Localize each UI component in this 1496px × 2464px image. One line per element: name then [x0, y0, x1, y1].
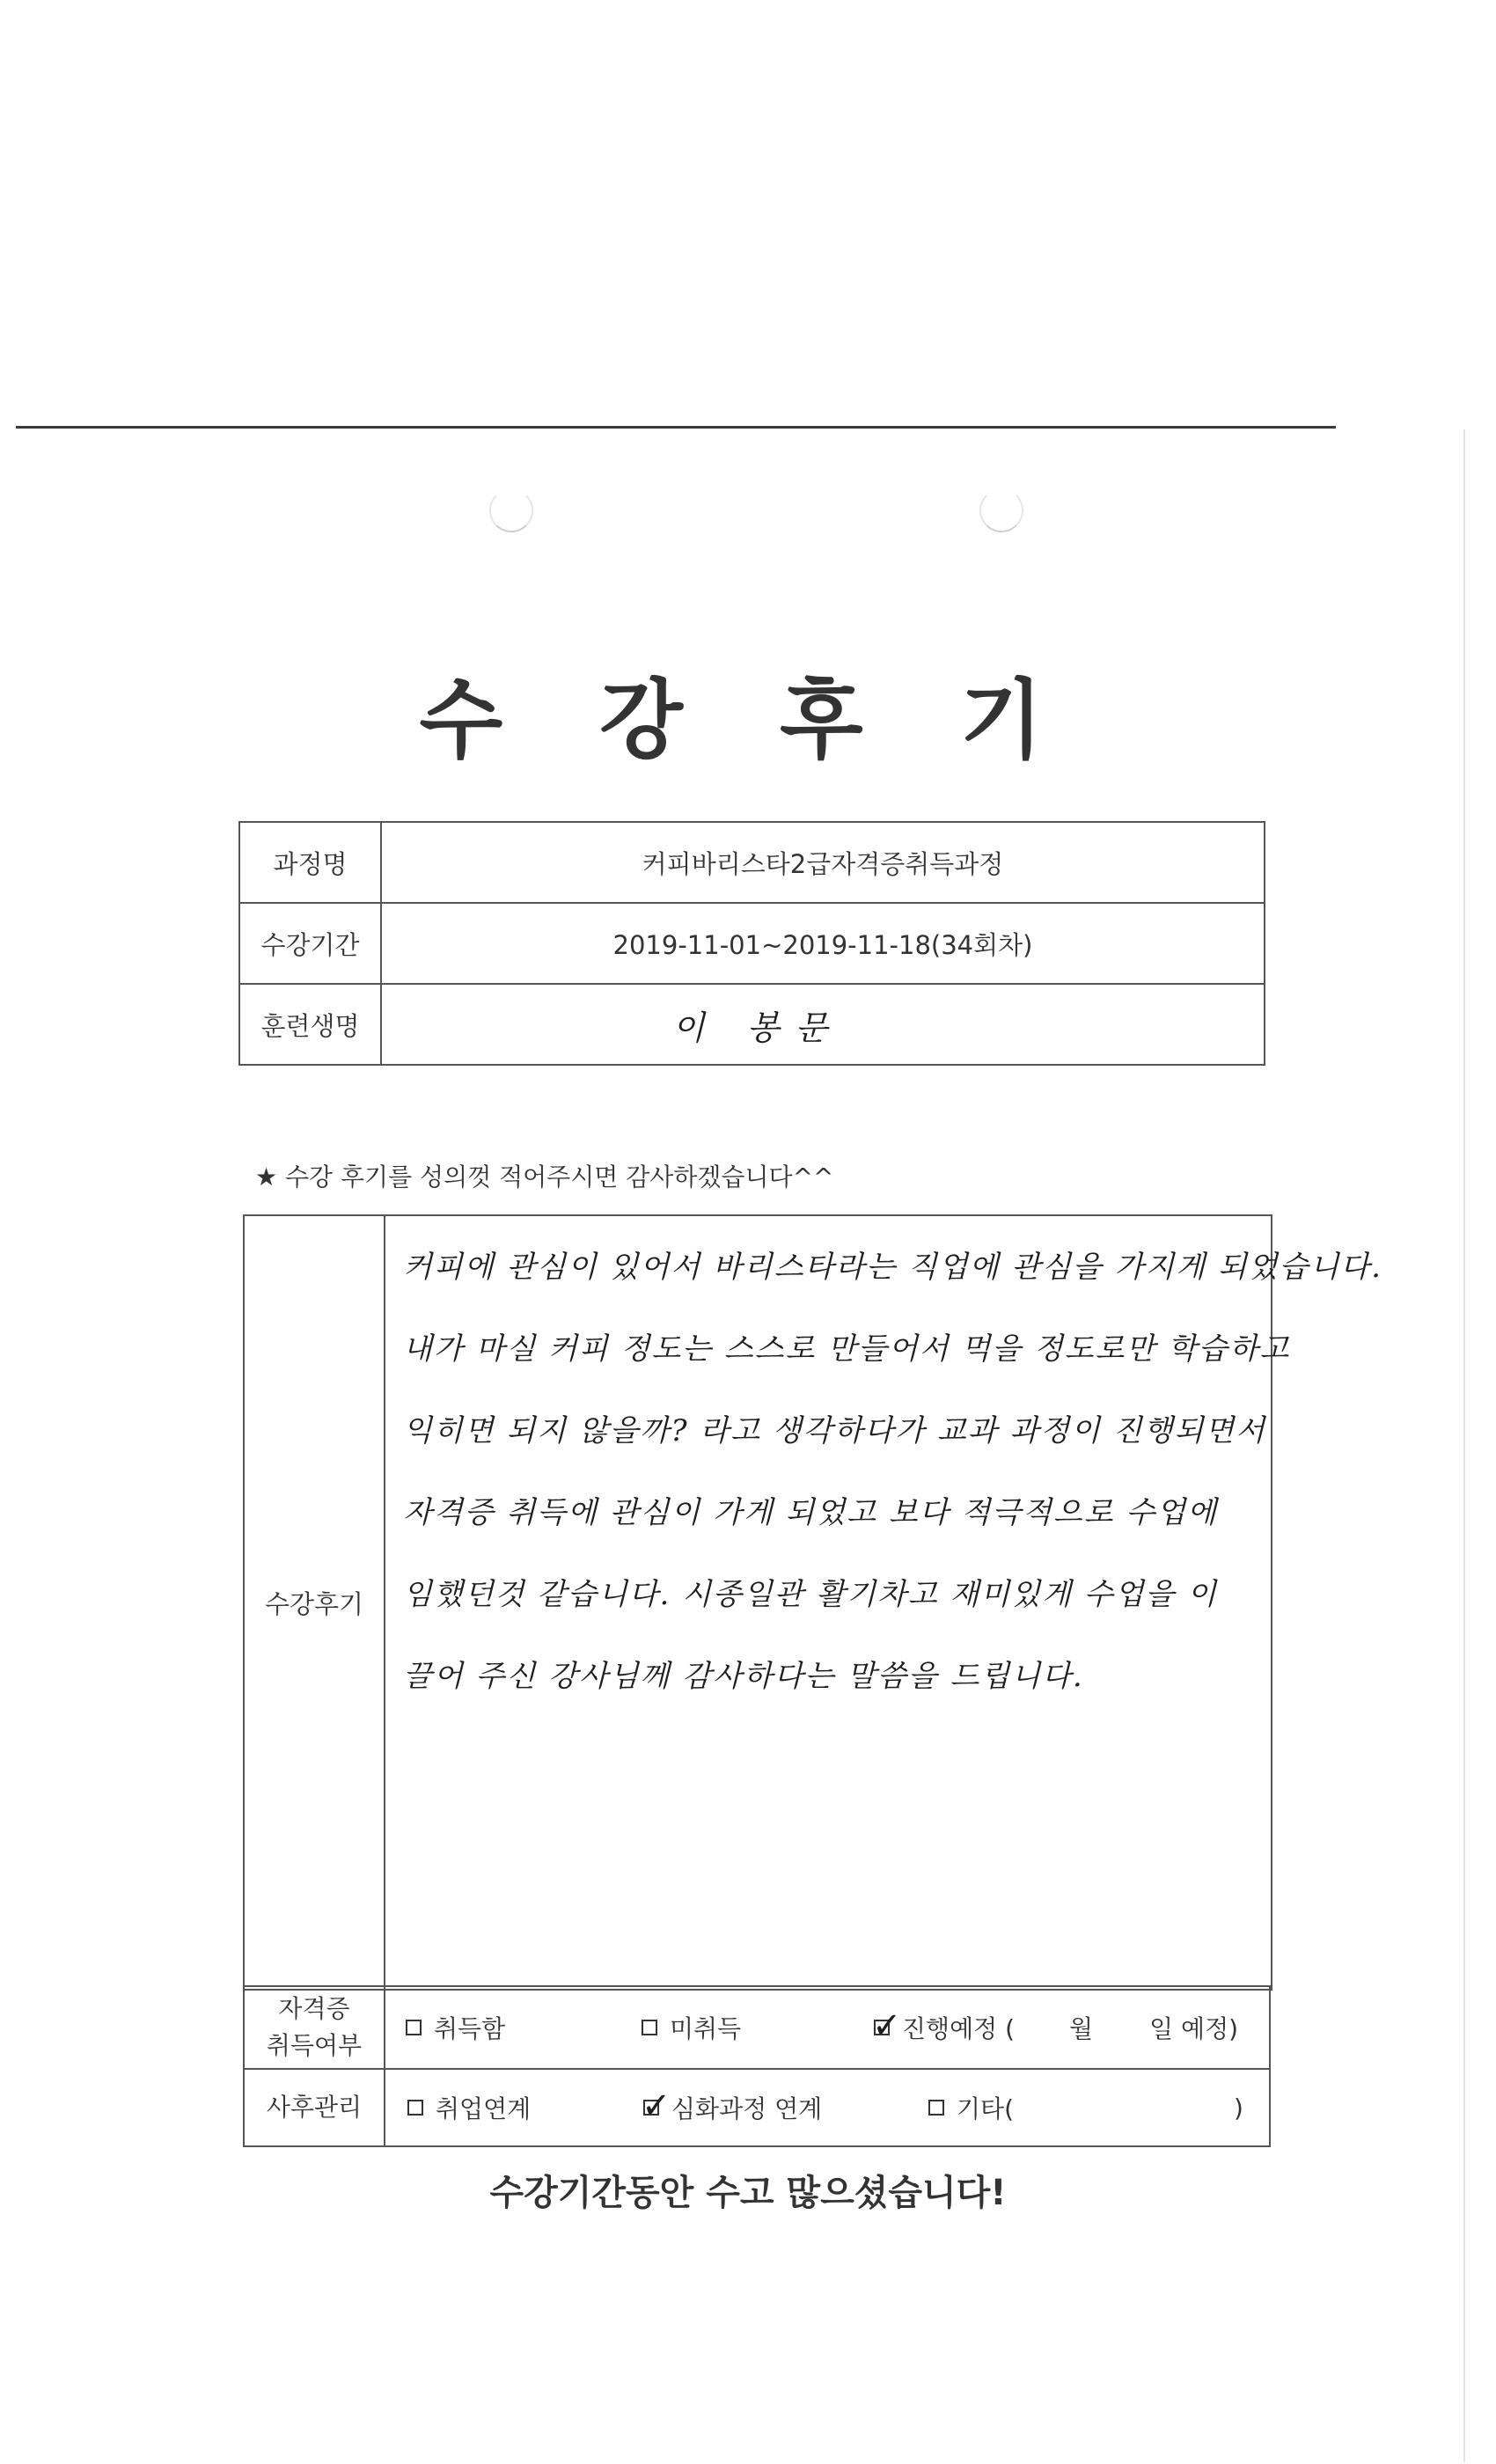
option-advanced-label: 심화과정 연계: [671, 2094, 823, 2123]
table-row: [239, 903, 1265, 984]
option-advanced[interactable]: [642, 2086, 823, 2126]
review-line: 내가 마실 커피 정도는 스스로 만들어서 먹을 정도로만 학습하고: [403, 1331, 1291, 1367]
option-planned-label: 진행예정 (: [902, 2014, 1016, 2043]
binder-hole-right: [979, 488, 1023, 532]
option-acquired[interactable]: [406, 2010, 505, 2045]
binder-hole-left: [489, 488, 533, 532]
option-other-label: 기타(: [957, 2094, 1015, 2123]
table-row: [244, 2069, 1270, 2146]
checkbox-not-acquired[interactable]: [642, 2020, 657, 2035]
option-planned[interactable]: [872, 2006, 1239, 2046]
trainee-name-label: 훈련생명: [239, 984, 381, 1065]
certificate-label-line1: 자격증: [278, 1994, 350, 2023]
review-line: 끌어 주신 강사님께 감사하다는 말씀을 드립니다.: [403, 1659, 1084, 1694]
option-not-acquired-label: 미취득: [670, 2014, 742, 2043]
checkbox-job[interactable]: [407, 2100, 423, 2116]
followup-label: 사후관리: [244, 2069, 385, 2146]
month-label: 월: [1069, 2014, 1094, 2043]
course-name-label: 과정명: [239, 822, 381, 903]
option-acquired-label: 취득함: [434, 2014, 506, 2043]
table-row: [239, 984, 1265, 1065]
review-line: 커피에 관심이 있어서 바리스타라는 직업에 관심을 가지게 되었습니다.: [403, 1250, 1382, 1285]
checkmark-icon: ✓: [872, 2006, 902, 2046]
table-row: [239, 822, 1265, 903]
instruction-note: ★ 수강 후기를 성의껏 적어주시면 감사하겠습니다^^: [255, 1162, 834, 1192]
option-not-acquired[interactable]: [642, 2010, 741, 2045]
option-job-label: 취업연계: [436, 2094, 532, 2123]
option-job[interactable]: [407, 2090, 531, 2125]
page-title: 수 강 후 기: [419, 671, 1077, 771]
review-handwriting: [403, 1241, 1382, 1732]
checkbox-other[interactable]: [928, 2100, 944, 2116]
period-value: 2019-11-01~2019-11-18(34회차): [381, 903, 1265, 984]
checkbox-advanced[interactable]: [642, 2086, 671, 2126]
checkmark-icon: ✓: [642, 2086, 671, 2126]
trainee-name-value: [381, 984, 1265, 1065]
review-line: 임했던것 같습니다. 시종일관 활기차고 재미있게 수업을 이: [403, 1577, 1218, 1612]
course-name-value: 커피바리스타2급자격증취득과정: [381, 822, 1265, 903]
period-label: 수강기간: [239, 903, 381, 984]
certificate-label: [244, 1986, 385, 2069]
course-info-table: [238, 821, 1265, 1066]
option-other[interactable]: [928, 2090, 1243, 2125]
review-line: 익히면 되지 않을까? 라고 생각하다가 교과 과정이 진행되면서: [403, 1413, 1266, 1448]
certificate-label-line2: 취득여부: [266, 2031, 363, 2060]
status-table: [243, 1985, 1271, 2147]
review-label: 수강후기: [245, 1216, 385, 1989]
table-row: [244, 1986, 1270, 2069]
review-section: [243, 1214, 1382, 1991]
followup-options: [385, 2069, 1270, 2146]
top-rule: [16, 426, 1336, 429]
checkbox-planned[interactable]: [872, 2006, 902, 2046]
handwritten-name: 이 봉문: [672, 1008, 844, 1047]
day-label: 일 예정): [1149, 2014, 1239, 2043]
option-other-close: ): [1234, 2093, 1243, 2123]
review-line: 자격증 취득에 관심이 가게 되었고 보다 적극적으로 수업에: [403, 1495, 1218, 1530]
certificate-options: [385, 1986, 1270, 2069]
closing-message: 수강기간동안 수고 많으셨습니다!: [489, 2173, 1007, 2213]
checkbox-acquired[interactable]: [406, 2020, 422, 2035]
